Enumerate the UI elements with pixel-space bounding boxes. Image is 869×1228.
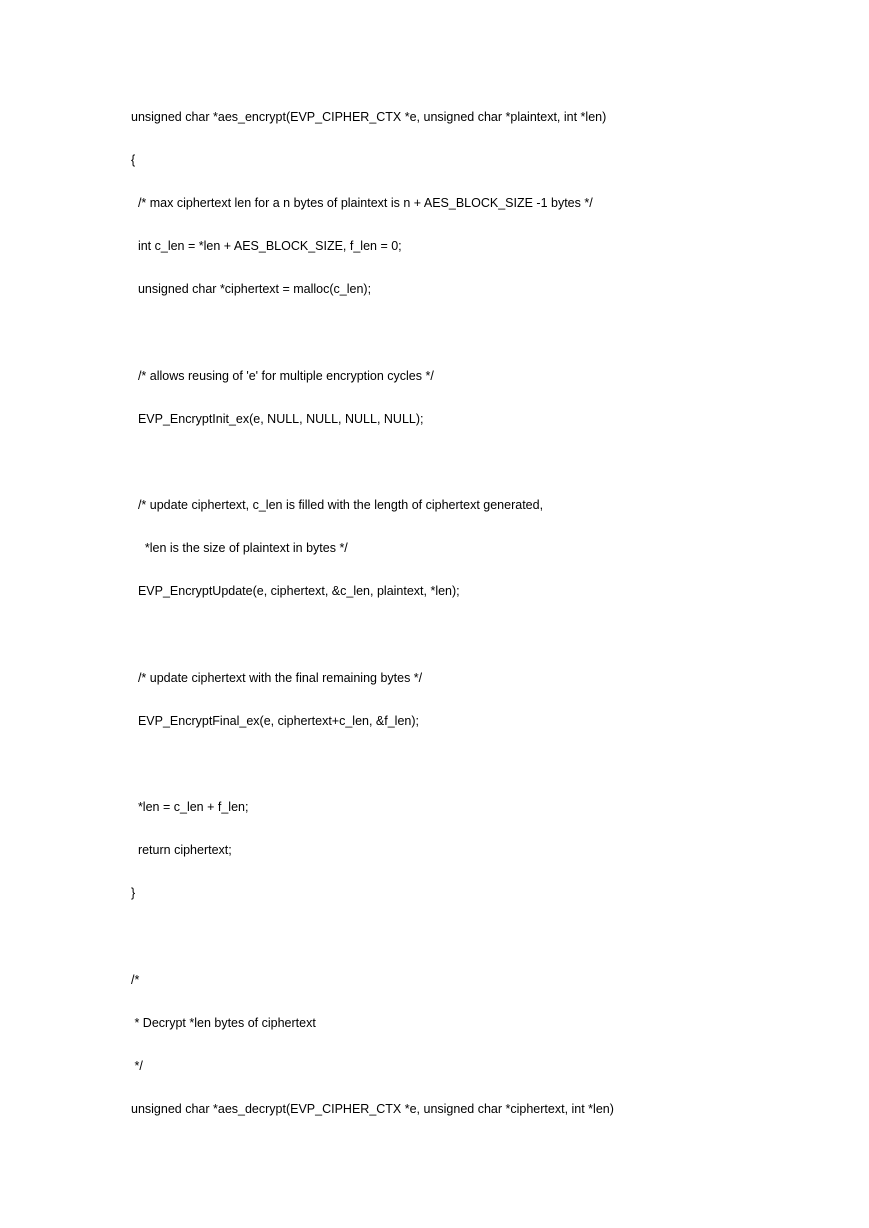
code-line: EVP_EncryptFinal_ex(e, ciphertext+c_len, &f_len);: [131, 714, 419, 728]
code-line: EVP_EncryptUpdate(e, ciphertext, &c_len, plaintext, *len);: [131, 584, 460, 598]
code-line: EVP_EncryptInit_ex(e, NULL, NULL, NULL, NULL);: [131, 412, 424, 426]
code-line: unsigned char *ciphertext = malloc(c_len);: [131, 282, 372, 296]
code-line: int c_len = *len + AES_BLOCK_SIZE, f_len = 0;: [131, 239, 402, 253]
code-line: /* allows reusing of 'e' for multiple encryption cycles */: [131, 369, 434, 383]
code-line: unsigned char *aes_encrypt(EVP_CIPHER_CTX *e, unsigned char *plaintext, int *len): [131, 110, 607, 124]
code-line: unsigned char *aes_decrypt(EVP_CIPHER_CTX *e, unsigned char *ciphertext, int *len): [131, 1102, 614, 1116]
code-line: /*: [131, 973, 140, 987]
code-line: return ciphertext;: [131, 843, 232, 857]
code-line: {: [131, 153, 136, 167]
code-line: }: [131, 886, 136, 900]
code-line: */: [131, 1059, 143, 1073]
code-line: * Decrypt *len bytes of ciphertext: [131, 1016, 316, 1030]
code-line: *len = c_len + f_len;: [131, 800, 249, 814]
code-line: *len is the size of plaintext in bytes */: [131, 541, 348, 555]
code-line: /* update ciphertext, c_len is filled with the length of ciphertext generated,: [131, 498, 544, 512]
code-line: /* update ciphertext with the final remaining bytes */: [131, 671, 423, 685]
code-line: /* max ciphertext len for a n bytes of plaintext is n + AES_BLOCK_SIZE -1 bytes */: [131, 196, 593, 210]
